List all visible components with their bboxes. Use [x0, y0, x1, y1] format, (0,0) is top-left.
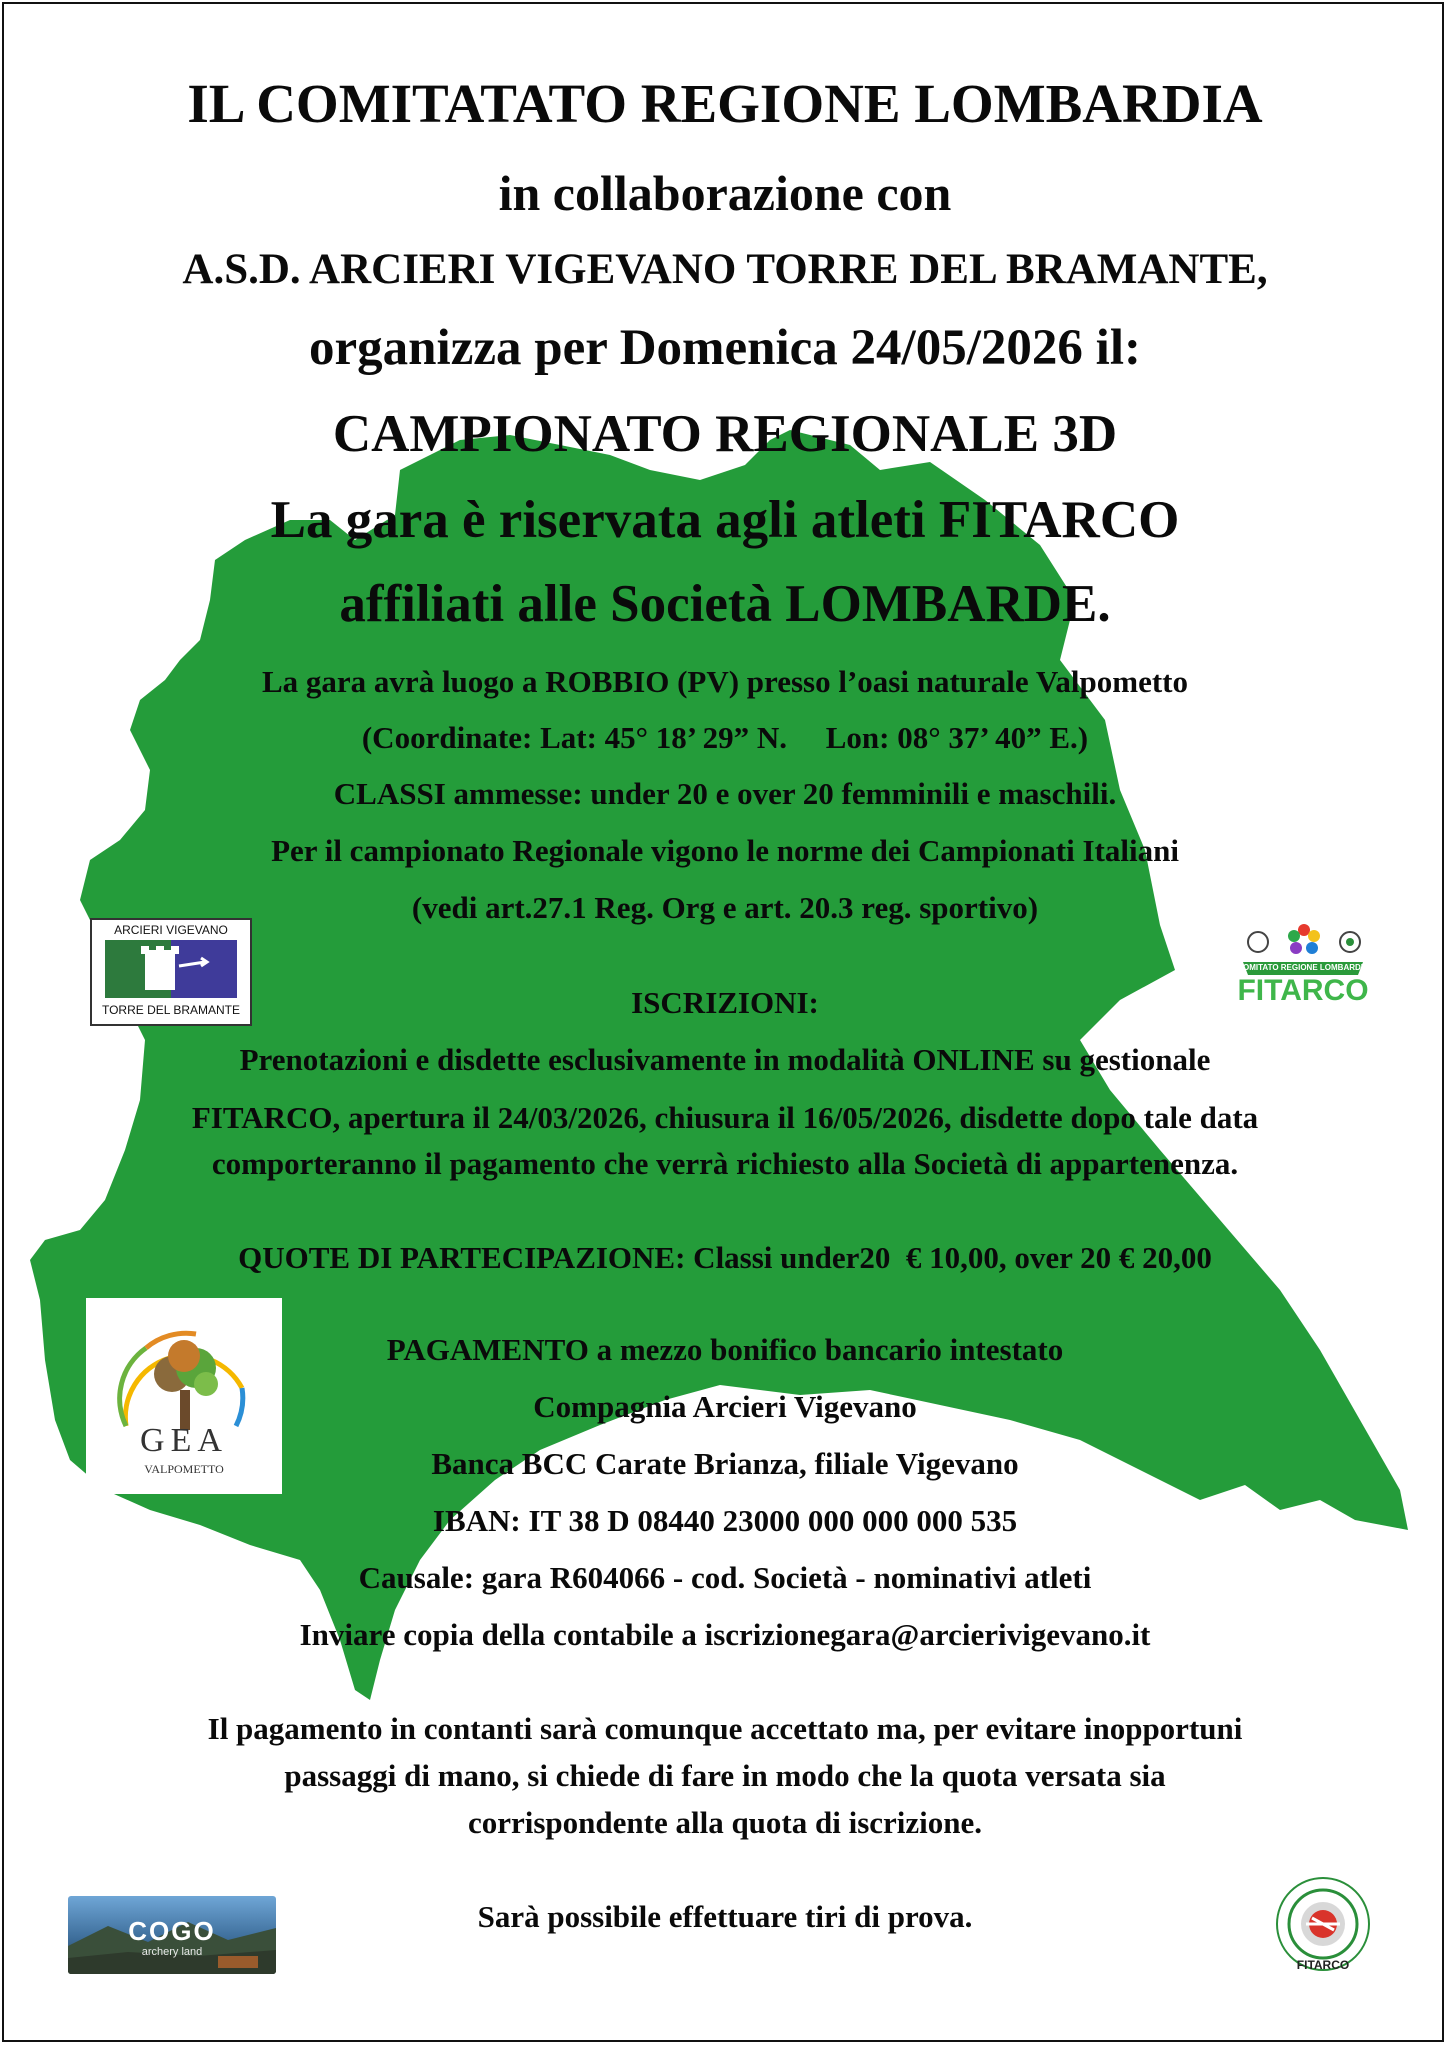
comitato-fitarco-logo	[1228, 920, 1378, 1010]
iscrizioni-line3: comporteranno il pagamento che verrà richiesto alla Società di appartenenza.	[211, 1146, 1239, 1181]
fitarco-seal-logo	[1268, 1872, 1378, 1984]
venue-text: La gara avrà luogo a ROBBIO (PV) presso l’oasi naturale Valpometto	[262, 664, 1188, 699]
comitato-small-text: COMITATO REGIONE LOMBARDIA	[1237, 963, 1369, 972]
event-title: CAMPIONATO REGIONALE 3D	[332, 405, 1118, 463]
cogo-archery-land-logo	[68, 1896, 276, 1974]
iscrizioni-heading: ISCRIZIONI:	[631, 985, 819, 1020]
coordinates-text: (Coordinate: Lat: 45° 18’ 29” N. Lon: 08° 37’ 40” E.)	[361, 720, 1089, 755]
pagamento-line3: Banca BCC Carate Brianza, filiale Vigevano	[431, 1446, 1019, 1481]
arcieri-logo-top-text: ARCIERI VIGEVANO	[114, 923, 228, 937]
prova-text: Sarà possibile effettuare tiri di prova.	[477, 1899, 973, 1934]
pagamento-line2: Compagnia Arcieri Vigevano	[533, 1389, 917, 1424]
quote-text: QUOTE DI PARTECIPAZIONE: Classi under20 € 10,00, over 20 € 20,00	[238, 1240, 1212, 1275]
gea-valpometto-logo	[86, 1298, 282, 1494]
iban-text: IBAN: IT 38 D 08440 23000 000 000 000 535	[432, 1503, 1018, 1538]
gea-name: GEA	[140, 1422, 228, 1459]
contanti-line3: corrispondente alla quota di iscrizione.	[467, 1805, 983, 1840]
fitarco-seal-name: FITARCO	[1296, 1958, 1350, 1972]
contanti-line2: passaggi di mano, si chiede di fare in modo che la quota versata sia	[284, 1758, 1166, 1793]
event-date: organizza per Domenica 24/05/2026 il:	[309, 320, 1141, 376]
iscrizioni-line2: FITARCO, apertura il 24/03/2026, chiusura il 16/05/2026, disdette dopo tale data	[191, 1100, 1259, 1135]
title-comitato: IL COMITATATO REGIONE LOMBARDIA	[187, 73, 1263, 134]
subtitle-collaborazione: in collaborazione con	[498, 165, 952, 221]
rules-line1: Per il campionato Regionale vigono le norme dei Campionati Italiani	[271, 833, 1179, 868]
iscrizioni-line1: Prenotazioni e disdette esclusivamente in modalità ONLINE su gestionale	[239, 1042, 1211, 1077]
tower-icon	[105, 940, 237, 998]
cogo-name: COGO	[128, 1916, 216, 1946]
causale-text: Causale: gara R604066 - cod. Società - nominativi atleti	[358, 1560, 1092, 1595]
arcieri-logo-bottom-text: TORRE DEL BRAMANTE	[101, 1003, 241, 1017]
arcieri-vigevano-logo	[90, 918, 252, 1026]
gea-subtitle: VALPOMETTO	[144, 1462, 224, 1476]
pagamento-line1: PAGAMENTO a mezzo bonifico bancario intestato	[386, 1332, 1064, 1367]
rules-line2: (vedi art.27.1 Reg. Org e art. 20.3 reg. sportivo)	[411, 890, 1039, 925]
organizer-name: A.S.D. ARCIERI VIGEVANO TORRE DEL BRAMANTE,	[182, 246, 1268, 293]
comitato-fitarco-text: FITARCO	[1237, 974, 1369, 1007]
eligibility-line2: affiliati alle Società LOMBARDE.	[339, 575, 1111, 633]
eligibility-line1: La gara è riservata agli atleti FITARCO	[270, 491, 1180, 549]
email-text: Inviare copia della contabile a iscrizionegara@arcierivigevano.it	[299, 1617, 1151, 1652]
classes-text: CLASSI ammesse: under 20 e over 20 femminili e maschili.	[333, 776, 1117, 811]
cogo-subtitle: archery land	[141, 1946, 203, 1958]
contanti-line1: Il pagamento in contanti sarà comunque accettato ma, per evitare inopportuni	[207, 1711, 1243, 1746]
